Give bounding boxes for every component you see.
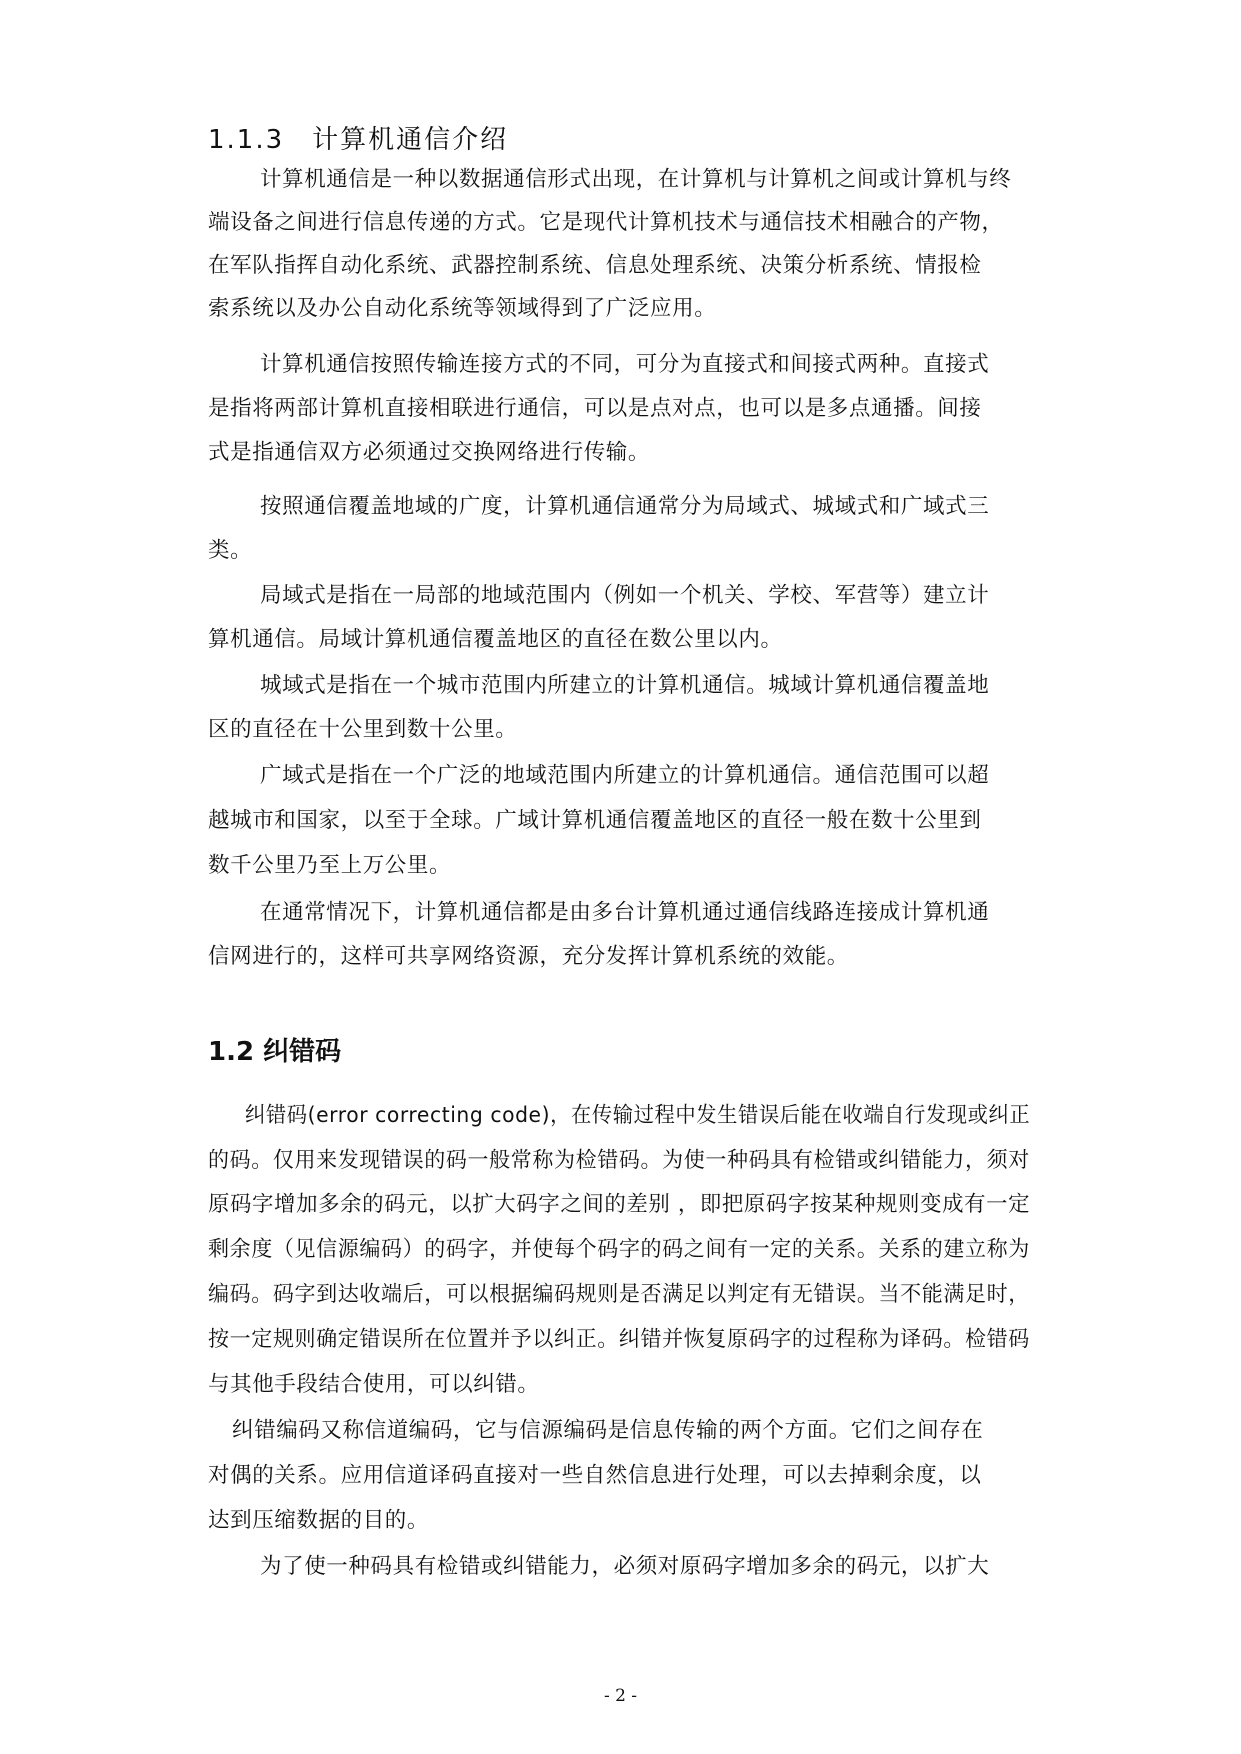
paragraph-line: 城域式是指在一个城市范围内所建立的计算机通信。城域计算机通信覆盖地 xyxy=(260,673,990,698)
paragraph-line: 对偶的关系。应用信道译码直接对一些自然信息进行处理，可以去掉剩余度，以 xyxy=(208,1463,982,1488)
paragraph-line: 式是指通信双方必须通过交换网络进行传输。 xyxy=(208,440,651,465)
paragraph-line: 越城市和国家，以至于全球。广域计算机通信覆盖地区的直径一般在数十公里到 xyxy=(208,808,982,833)
paragraph-line: 原码字增加多余的码元，以扩大码字之间的差别 ，即把原码字按某种规则变成有一定 xyxy=(208,1192,1031,1217)
paragraph-line: 达到压缩数据的目的。 xyxy=(208,1508,430,1533)
paragraph-line: 是指将两部计算机直接相联进行通信，可以是点对点，也可以是多点通播。间接 xyxy=(208,396,982,421)
paragraph-line: 与其他手段结合使用，可以纠错。 xyxy=(208,1372,540,1397)
paragraph-line: 纠错码(error correcting code)，在传输过程中发生错误后能在收端自行发现或纠正 xyxy=(245,1103,1031,1128)
paragraph-line: 局域式是指在一局部的地域范围内（例如一个机关、学校、军营等）建立计 xyxy=(260,583,990,608)
paragraph-line: 纠错编码又称信道编码，它与信源编码是信息传输的两个方面。它们之间存在 xyxy=(232,1418,984,1443)
page-number: - 2 - xyxy=(603,1686,638,1706)
paragraph-line: 区的直径在十公里到数十公里。 xyxy=(208,717,518,742)
paragraph-line: 数千公里乃至上万公里。 xyxy=(208,853,452,878)
section-heading-1-2: 1.2 纠错码 xyxy=(208,1037,342,1067)
paragraph-line: 的码。仅用来发现错误的码一般常称为检错码。为使一种码具有检错或纠错能力，须对 xyxy=(208,1148,1030,1173)
paragraph-line: 广域式是指在一个广泛的地域范围内所建立的计算机通信。通信范围可以超 xyxy=(260,763,990,788)
paragraph-line: 为了使一种码具有检错或纠错能力，必须对原码字增加多余的码元，以扩大 xyxy=(260,1554,990,1579)
paragraph-line: 计算机通信按照传输连接方式的不同，可分为直接式和间接式两种。直接式 xyxy=(260,352,990,377)
section-heading-1-1-3: 1.1.3 计算机通信介绍 xyxy=(208,125,509,155)
paragraph-line: 算机通信。局域计算机通信覆盖地区的直径在数公里以内。 xyxy=(208,627,783,652)
paragraph-line: 类。 xyxy=(208,538,253,563)
paragraph-line: 在军队指挥自动化系统、武器控制系统、信息处理系统、决策分析系统、情报检 xyxy=(208,253,982,278)
paragraph-line: 按照通信覆盖地域的广度，计算机通信通常分为局域式、城域式和广域式三 xyxy=(260,494,990,519)
paragraph-line: 信网进行的，这样可共享网络资源，充分发挥计算机系统的效能。 xyxy=(208,944,849,969)
paragraph-line: 索系统以及办公自动化系统等领域得到了广泛应用。 xyxy=(208,296,717,321)
paragraph-line: 剩余度（见信源编码）的码字，并使每个码字的码之间有一定的关系。关系的建立称为 xyxy=(208,1237,1030,1262)
paragraph-line: 编码。码字到达收端后，可以根据编码规则是否满足以判定有无错误。当不能满足时， xyxy=(208,1282,1030,1307)
paragraph-line: 计算机通信是一种以数据通信形式出现，在计算机与计算机之间或计算机与终 xyxy=(260,167,1012,192)
paragraph-line: 端设备之间进行信息传递的方式。它是现代计算机技术与通信技术相融合的产物， xyxy=(208,210,1004,235)
paragraph-line: 在通常情况下，计算机通信都是由多台计算机通过通信线路连接成计算机通 xyxy=(260,900,990,925)
paragraph-line: 按一定规则确定错误所在位置并予以纠正。纠错并恢复原码字的过程称为译码。检错码 xyxy=(208,1327,1030,1352)
